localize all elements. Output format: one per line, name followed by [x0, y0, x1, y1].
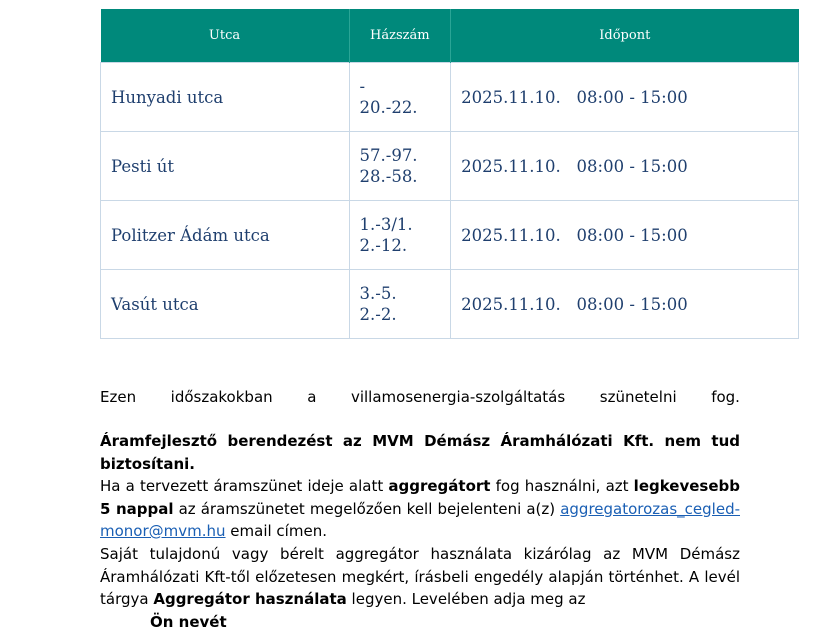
house-number-odd: 3.-5. [360, 283, 441, 304]
permission-bold-subject: Aggregátor használata [153, 590, 346, 608]
house-number-cell [349, 201, 451, 270]
house-number-odd: 57.-97. [360, 145, 441, 166]
permission-list-item: Ön nevét [100, 611, 740, 633]
notice-word: a [307, 386, 316, 409]
permission-paragraph [100, 543, 740, 633]
header-house-number: Házszám [349, 9, 451, 63]
permission-text: Saját tulajdonú vagy bérelt aggregátor használata kizárólag az MVM Démász Áramhálózati Kft-től előzetesen megkért, írásbeli engedély alapján történhet. A levél tárgya [100, 545, 740, 608]
generator-text: az áramszünetet megelőzően kell bejelenteni a(z) [174, 500, 561, 518]
header-street: Utca [101, 9, 350, 63]
house-number-even: 20.-22. [360, 97, 441, 118]
generator-text: Ha a tervezett áramszünet ideje alatt [100, 477, 388, 495]
email-link[interactable]: aggregatorozas_cegled-monor@mvm.hu [100, 500, 740, 541]
time-cell: 2025.11.10. 08:00 - 15:00 [451, 270, 799, 339]
notice-word: időszakokban [171, 386, 273, 409]
header-time: Időpont [451, 9, 799, 63]
street-cell: Hunyadi utca [101, 63, 350, 132]
generator-bold-aggregator: aggregátort [388, 477, 490, 495]
generator-text: email címen. [226, 522, 327, 540]
generator-text: fog használni, azt [490, 477, 633, 495]
street-cell: Vasút utca [101, 270, 350, 339]
house-number-even: 2.-12. [360, 235, 441, 256]
house-number-cell [349, 270, 451, 339]
time-cell: 2025.11.10. 08:00 - 15:00 [451, 132, 799, 201]
table-row [101, 132, 799, 201]
table-header-row [101, 9, 799, 63]
generator-bold-deadline: legkevesebb 5 nappal [100, 477, 740, 518]
house-number-even: 2.-2. [360, 304, 441, 325]
outage-schedule-table [100, 9, 799, 339]
house-number-cell [349, 63, 451, 132]
notice-word: szünetelni [600, 386, 677, 409]
table-row [101, 63, 799, 132]
house-number-even: 28.-58. [360, 166, 441, 187]
permission-text: legyen. Levelében adja meg az [347, 590, 586, 608]
notice-word: fog. [711, 386, 740, 409]
street-cell: Politzer Ádám utca [101, 201, 350, 270]
outage-notice-paragraph [100, 386, 740, 409]
time-cell: 2025.11.10. 08:00 - 15:00 [451, 201, 799, 270]
house-number-odd: - [360, 76, 441, 97]
generator-paragraph [100, 430, 740, 543]
time-cell: 2025.11.10. 08:00 - 15:00 [451, 63, 799, 132]
table-row [101, 270, 799, 339]
house-number-cell [349, 132, 451, 201]
notice-word: villamosenergia-szolgáltatás [351, 386, 565, 409]
house-number-odd: 1.-3/1. [360, 214, 441, 235]
generator-heading: Áramfejlesztő berendezést az MVM Démász Áramhálózati Kft. nem tud biztosítani. [100, 430, 740, 475]
table-row [101, 201, 799, 270]
street-cell: Pesti út [101, 132, 350, 201]
notice-word: Ezen [100, 386, 136, 409]
